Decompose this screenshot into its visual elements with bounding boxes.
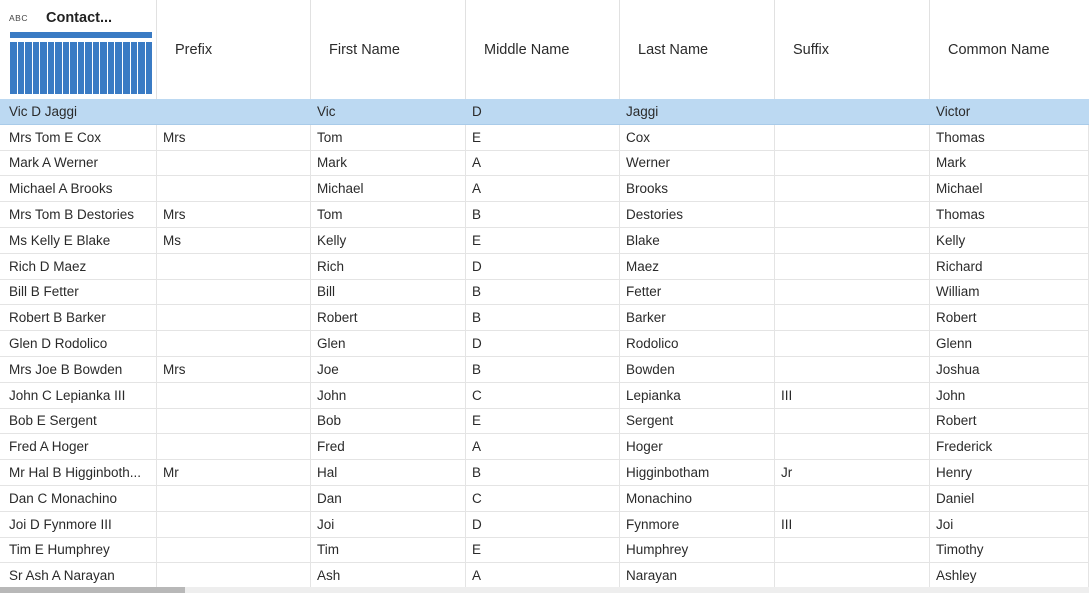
column-header-label: Prefix (175, 41, 213, 58)
histogram-bar (18, 42, 25, 94)
table-cell[interactable]: A (466, 176, 620, 201)
table-cell[interactable] (157, 409, 311, 434)
table-cell[interactable]: Frederick (930, 434, 1089, 459)
column-header-contact[interactable] (0, 0, 157, 99)
table-cell[interactable]: Higginbotham (620, 460, 775, 485)
histogram-bar (78, 42, 85, 94)
table-cell[interactable]: Hoger (620, 434, 775, 459)
table-cell[interactable]: Michael (930, 176, 1089, 201)
histogram-bar (70, 42, 77, 94)
table-cell[interactable] (157, 99, 311, 124)
table-cell[interactable]: Joe (311, 357, 466, 382)
table-cell[interactable]: Ms Kelly E Blake (0, 228, 157, 253)
table-cell[interactable]: Ash (311, 563, 466, 588)
table-cell[interactable]: Robert (311, 305, 466, 330)
table-cell[interactable]: Fred A Hoger (0, 434, 157, 459)
table-row[interactable] (0, 331, 1089, 357)
table-cell[interactable]: Fetter (620, 280, 775, 305)
table-row[interactable] (0, 254, 1089, 280)
column-header-suffix[interactable] (775, 0, 930, 99)
column-header-label: Common Name (948, 41, 1050, 58)
table-cell[interactable]: John C Lepianka III (0, 383, 157, 408)
column-header-label: Suffix (793, 41, 830, 58)
histogram-bar (93, 42, 100, 94)
column-header-row (0, 0, 1089, 100)
column-header-label: Contact... (46, 10, 113, 26)
table-cell[interactable]: Joshua (930, 357, 1089, 382)
table-cell[interactable] (775, 538, 930, 563)
table-cell[interactable]: B (466, 202, 620, 227)
table-cell[interactable]: E (466, 125, 620, 150)
table-cell[interactable]: III (775, 383, 930, 408)
table-cell[interactable] (775, 202, 930, 227)
histogram-bar (48, 42, 55, 94)
table-cell[interactable]: Timothy (930, 538, 1089, 563)
table-cell[interactable]: Mark A Werner (0, 151, 157, 176)
table-cell[interactable] (775, 99, 930, 124)
table-cell[interactable]: Michael (311, 176, 466, 201)
table-cell[interactable]: Destories (620, 202, 775, 227)
table-cell[interactable]: Dan (311, 486, 466, 511)
table-cell[interactable]: John (930, 383, 1089, 408)
column-header-common-name[interactable] (930, 0, 1089, 99)
table-cell[interactable] (775, 486, 930, 511)
table-cell[interactable]: Richard (930, 254, 1089, 279)
table-cell[interactable]: Kelly (930, 228, 1089, 253)
table-cell[interactable]: Vic (317, 103, 336, 119)
histogram-bar (146, 42, 153, 94)
table-row[interactable] (0, 125, 1089, 151)
table-cell[interactable]: Lepianka (620, 383, 775, 408)
table-cell[interactable] (775, 563, 930, 588)
table-cell[interactable]: D (472, 103, 482, 119)
table-cell[interactable] (775, 280, 930, 305)
text-type-icon: ABC (9, 13, 28, 23)
table-cell[interactable]: D (466, 331, 620, 356)
histogram-bar (138, 42, 145, 94)
column-distribution-histogram (10, 42, 152, 94)
table-cell[interactable]: Robert B Barker (0, 305, 157, 330)
table-cell[interactable]: Bob E Sergent (0, 409, 157, 434)
table-cell[interactable]: Robert (930, 409, 1089, 434)
table-row[interactable] (0, 357, 1089, 383)
table-cell[interactable]: Mrs Tom E Cox (0, 125, 157, 150)
table-cell[interactable]: A (466, 151, 620, 176)
table-cell[interactable]: Mrs (157, 357, 311, 382)
table-cell[interactable]: D (466, 254, 620, 279)
table-cell[interactable]: Glen D Rodolico (0, 331, 157, 356)
table-cell[interactable] (775, 434, 930, 459)
table-cell[interactable] (157, 434, 311, 459)
column-quality-bar (10, 32, 152, 38)
table-cell[interactable] (157, 512, 311, 537)
table-row[interactable] (0, 486, 1089, 512)
table-cell[interactable]: B (466, 357, 620, 382)
table-cell[interactable]: Mr Hal B Higginboth... (0, 460, 157, 485)
table-cell[interactable]: William (930, 280, 1089, 305)
scrollbar-thumb[interactable] (0, 587, 185, 593)
histogram-bar (55, 42, 62, 94)
table-cell[interactable]: Mark (930, 151, 1089, 176)
histogram-bar (123, 42, 130, 94)
table-cell[interactable]: E (466, 409, 620, 434)
table-row[interactable] (0, 202, 1089, 228)
column-header-label: First Name (329, 41, 400, 58)
table-cell[interactable]: Dan C Monachino (0, 486, 157, 511)
column-header-label: Middle Name (484, 41, 570, 58)
table-cell[interactable]: Barker (620, 305, 775, 330)
table-cell[interactable] (775, 331, 930, 356)
table-cell[interactable]: D (466, 512, 620, 537)
horizontal-scrollbar[interactable] (0, 587, 1089, 593)
table-cell[interactable]: A (466, 563, 620, 588)
table-cell[interactable]: B (466, 280, 620, 305)
histogram-bar (100, 42, 107, 94)
table-cell[interactable] (775, 125, 930, 150)
table-cell[interactable]: Jr (775, 460, 930, 485)
table-cell[interactable]: Joi D Fynmore III (0, 512, 157, 537)
table-cell[interactable]: B (466, 305, 620, 330)
table-cell[interactable]: Mrs Tom B Destories (0, 202, 157, 227)
table-cell[interactable]: C (466, 486, 620, 511)
table-cell[interactable]: Werner (620, 151, 775, 176)
table-cell[interactable] (775, 228, 930, 253)
table-cell[interactable]: B (466, 460, 620, 485)
table-cell[interactable]: Tim (311, 538, 466, 563)
table-cell[interactable] (775, 357, 930, 382)
table-cell[interactable] (157, 331, 311, 356)
column-header-prefix[interactable] (157, 0, 311, 99)
histogram-bar (40, 42, 47, 94)
table-cell[interactable]: John (311, 383, 466, 408)
table-cell[interactable]: Humphrey (620, 538, 775, 563)
table-cell[interactable] (775, 409, 930, 434)
histogram-bar (115, 42, 122, 94)
table-row[interactable] (0, 383, 1089, 409)
table-cell[interactable] (157, 254, 311, 279)
table-cell[interactable]: Tom (311, 125, 466, 150)
table-cell[interactable]: Rodolico (620, 331, 775, 356)
table-row[interactable] (0, 563, 1089, 589)
column-header-label: Last Name (638, 41, 709, 58)
table-cell[interactable]: Cox (620, 125, 775, 150)
table-cell[interactable]: E (466, 228, 620, 253)
table-cell[interactable]: Hal (311, 460, 466, 485)
table-cell[interactable]: Mrs Joe B Bowden (0, 357, 157, 382)
histogram-bar (10, 42, 17, 94)
table-cell[interactable] (157, 486, 311, 511)
table-cell[interactable]: Joi (311, 512, 466, 537)
table-cell[interactable] (157, 280, 311, 305)
table-cell[interactable] (775, 254, 930, 279)
table-cell[interactable]: Brooks (620, 176, 775, 201)
table-cell[interactable]: Daniel (930, 486, 1089, 511)
table-cell[interactable]: Ms (157, 228, 311, 253)
table-cell[interactable] (157, 563, 311, 588)
table-cell[interactable]: Blake (620, 228, 775, 253)
table-row[interactable] (0, 280, 1089, 306)
table-cell[interactable]: Victor (936, 103, 971, 119)
table-cell[interactable]: Maez (620, 254, 775, 279)
table-row-selected[interactable] (0, 99, 1089, 125)
table-row[interactable] (0, 538, 1089, 564)
table-cell[interactable] (157, 538, 311, 563)
histogram-bar (33, 42, 40, 94)
table-row[interactable] (0, 434, 1089, 460)
table-cell[interactable] (157, 305, 311, 330)
table-cell[interactable]: Bill (311, 280, 466, 305)
table-cell[interactable] (157, 151, 311, 176)
histogram-bar (63, 42, 70, 94)
column-header-first-name[interactable] (311, 0, 466, 99)
table-cell[interactable]: Sr Ash A Narayan (0, 563, 157, 588)
table-row[interactable] (0, 176, 1089, 202)
table-cell[interactable]: Mrs (157, 202, 311, 227)
table-cell[interactable]: Glenn (930, 331, 1089, 356)
table-cell[interactable]: III (775, 512, 930, 537)
histogram-bar (108, 42, 115, 94)
table-cell[interactable]: Rich D Maez (0, 254, 157, 279)
table-cell[interactable]: Bowden (620, 357, 775, 382)
table-cell[interactable]: A (466, 434, 620, 459)
table-cell[interactable] (775, 151, 930, 176)
table-cell[interactable] (157, 383, 311, 408)
table-cell[interactable]: Mrs (157, 125, 311, 150)
table-cell[interactable]: E (466, 538, 620, 563)
table-cell[interactable]: Jaggi (626, 103, 659, 119)
table-cell[interactable]: Fred (311, 434, 466, 459)
table-cell[interactable]: C (466, 383, 620, 408)
table-cell[interactable]: Ashley (930, 563, 1089, 588)
table-cell[interactable] (157, 176, 311, 201)
table-cell[interactable]: Mr (157, 460, 311, 485)
table-cell[interactable]: Henry (930, 460, 1089, 485)
table-row[interactable] (0, 409, 1089, 435)
table-cell[interactable]: Thomas (930, 125, 1089, 150)
table-row[interactable] (0, 151, 1089, 177)
table-cell[interactable]: Mark (311, 151, 466, 176)
histogram-bar (25, 42, 32, 94)
table-cell[interactable]: Sergent (620, 409, 775, 434)
table-cell[interactable]: Narayan (620, 563, 775, 588)
table-row[interactable] (0, 305, 1089, 331)
table-row[interactable] (0, 460, 1089, 486)
table-cell[interactable]: Rich (311, 254, 466, 279)
table-cell[interactable]: Tim E Humphrey (0, 538, 157, 563)
table-cell[interactable] (775, 176, 930, 201)
table-cell[interactable]: Monachino (620, 486, 775, 511)
table-cell[interactable]: Bob (311, 409, 466, 434)
histogram-bar (131, 42, 138, 94)
histogram-bar (85, 42, 92, 94)
column-header-middle-name[interactable] (466, 0, 620, 99)
table-body (0, 99, 1089, 589)
table-cell[interactable]: Vic D Jaggi (9, 103, 78, 119)
table-cell[interactable]: Michael A Brooks (0, 176, 157, 201)
table-cell[interactable]: Fynmore (620, 512, 775, 537)
table-row[interactable] (0, 512, 1089, 538)
column-header-last-name[interactable] (620, 0, 775, 99)
table-cell[interactable]: Glen (311, 331, 466, 356)
table-cell[interactable]: Thomas (930, 202, 1089, 227)
table-cell[interactable]: Kelly (311, 228, 466, 253)
table-cell[interactable]: Tom (311, 202, 466, 227)
table-cell[interactable]: Joi (930, 512, 1089, 537)
table-cell[interactable]: Bill B Fetter (0, 280, 157, 305)
table-row[interactable] (0, 228, 1089, 254)
table-cell[interactable] (775, 305, 930, 330)
table-cell[interactable]: Robert (930, 305, 1089, 330)
